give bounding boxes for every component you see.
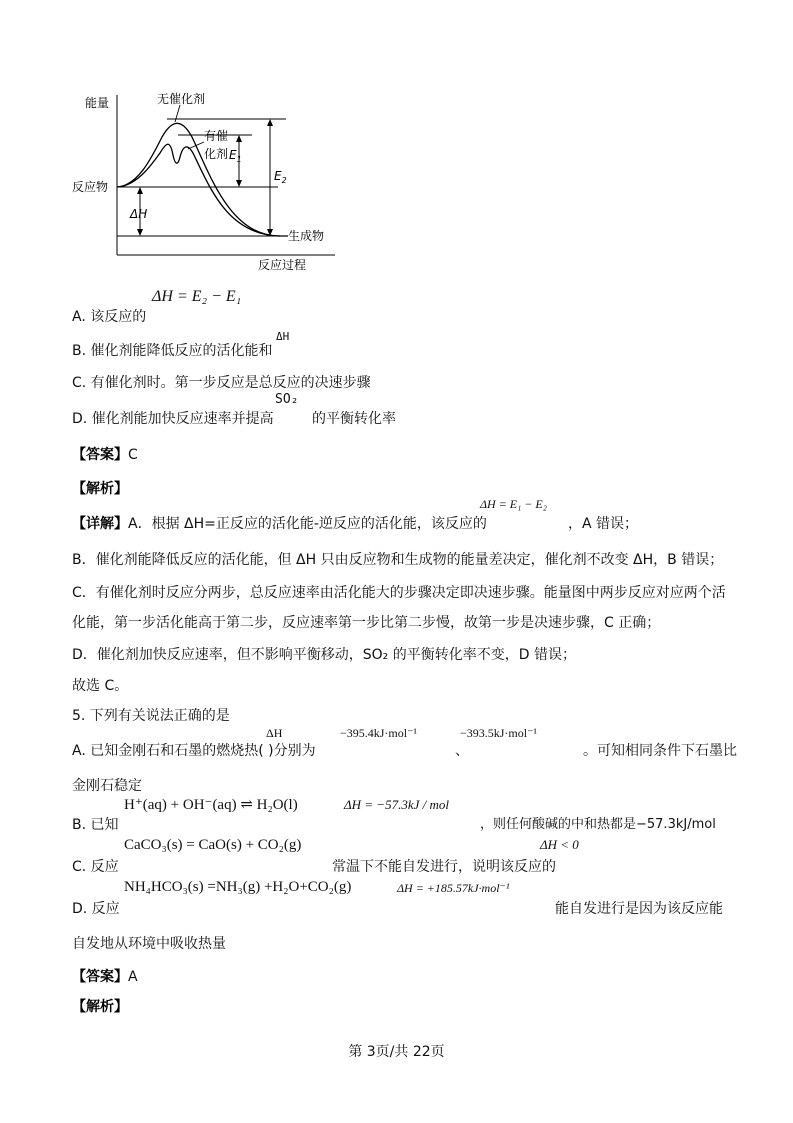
q4-option-d-right: 的平衡转化率 — [312, 411, 396, 427]
q4-detail-a-right: ，A 错误； — [568, 516, 639, 532]
answer-value: A — [128, 969, 138, 985]
answer-tag: 【答案】 — [72, 969, 128, 985]
q5-option-a-left: A. 已知金刚石和石墨的燃烧热( )分别为 — [72, 743, 316, 759]
q5-c-equation: CaCO₃(s) = CaO(s) + CO₂(g) — [124, 837, 302, 853]
q4-analysis-tag: 【解析】 — [72, 481, 128, 497]
catalyzed-curve — [117, 144, 280, 236]
answer-tag: 【答案】 — [72, 447, 128, 463]
q5-option-c-left: C. 反应 — [72, 859, 119, 875]
q4-option-d-left: D. 催化剂能加快反应速率并提高 — [72, 411, 274, 427]
no-catalyst-label: 无催化剂 — [157, 92, 206, 106]
q4-detail-d: D．催化剂加快反应速率，但不影响平衡移动，SO₂ 的平衡转化率不变，D 错误； — [72, 647, 576, 663]
q4-detail-formula: ΔH = E₁ − E₂ — [480, 497, 547, 511]
dh-label: ΔH — [130, 207, 148, 221]
q4-detail-a — [72, 515, 487, 533]
page-footer: 第 3页/共 22页 — [348, 1044, 445, 1060]
q4-option-b: B. 催化剂能降低反应的活化能和 — [72, 343, 273, 359]
energy-profile-diagram — [70, 85, 350, 280]
q5-option-d-left: D. 反应 — [72, 901, 120, 917]
q4-formula: ΔH = E₂ − E₁ — [152, 288, 242, 305]
y-axis-label: 能量 — [85, 96, 110, 110]
q5-b-dh: ΔH = −57.3kJ / mol — [344, 797, 449, 812]
q5-answer — [72, 968, 138, 986]
q5-option-a-line2: 金刚石稳定 — [72, 778, 142, 794]
catalyst-label-1: 有催 — [204, 129, 229, 143]
detail-tag: 【详解】 — [72, 516, 128, 532]
q5-option-c-right: 常温下不能自发进行，说明该反应的 — [332, 859, 556, 875]
q5-b-equation: H⁺(aq) + OH⁻(aq) ⇌ H₂O(l) — [124, 797, 298, 813]
q4-option-a: A. 该反应的 — [72, 309, 147, 325]
detail-a-text: A．根据 ΔH=正反应的活化能-逆反应的活化能，该反应的 — [128, 516, 487, 532]
q5-stem: 5. 下列有关说法正确的是 — [72, 708, 230, 724]
product-label: 生成物 — [288, 229, 325, 243]
answer-value: C — [128, 447, 138, 463]
q5-option-a-right: 。可知相同条件下石墨比 — [583, 743, 737, 759]
q5-option-d-right: 能自发进行是因为该反应能 — [555, 901, 723, 917]
e2-label: $E_2$ — [274, 169, 287, 185]
q5-option-b-right: ，则任何酸碱的中和热都是−57.3kJ/mol — [480, 817, 716, 832]
q4-answer — [72, 446, 138, 464]
x-axis-label: 反应过程 — [258, 258, 307, 272]
q5-option-b-left: B. 已知 — [72, 817, 119, 833]
q4-conclusion: 故选 C。 — [72, 678, 129, 694]
q5-a-dh: ΔH — [266, 726, 283, 740]
q5-analysis-tag: 【解析】 — [72, 999, 128, 1015]
reactant-label: 反应物 — [72, 180, 109, 194]
q4-detail-c2: 化能，第一步活化能高于第二步，反应速率第一步比第二步慢，故第一步是决速步骤，C 正确； — [72, 615, 661, 631]
q5-d-dh: ΔH = +185.57kJ·mol⁻¹ — [397, 881, 510, 895]
q4-detail-c1: C．有催化剂时反应分两步，总反应速率由活化能大的步骤决定即决速步骤。能量图中两步反应对应两个活 — [72, 585, 726, 601]
q4-option-c: C. 有催化剂时。第一步反应是总反应的决速步骤 — [72, 375, 371, 391]
q4-option-d-so2: SO₂ — [275, 392, 299, 407]
q5-option-d-line2: 自发地从环境中吸收热量 — [72, 936, 226, 952]
q5-a-val2: −393.5kJ·mol⁻¹ — [460, 726, 538, 740]
q4-option-b-dh: ΔH — [276, 330, 290, 343]
q4-detail-b: B．催化剂能降低反应的活化能，但 ΔH 只由反应物和生成物的能量差决定，催化剂不改变 ΔH，B 错误； — [72, 552, 724, 568]
e1-label: $E_1$ — [229, 148, 242, 164]
q5-a-val1: −395.4kJ·mol⁻¹ — [340, 726, 418, 740]
q5-d-equation: NH₄HCO₃(s) =NH₃(g) +H₂O+CO₂(g) — [124, 879, 352, 895]
catalyst-label-2: 化剂 — [204, 147, 229, 161]
q5-c-dh: ΔH < 0 — [540, 837, 579, 852]
q5-option-a-comma: 、 — [455, 743, 469, 759]
catalyst-pointer — [188, 142, 204, 149]
